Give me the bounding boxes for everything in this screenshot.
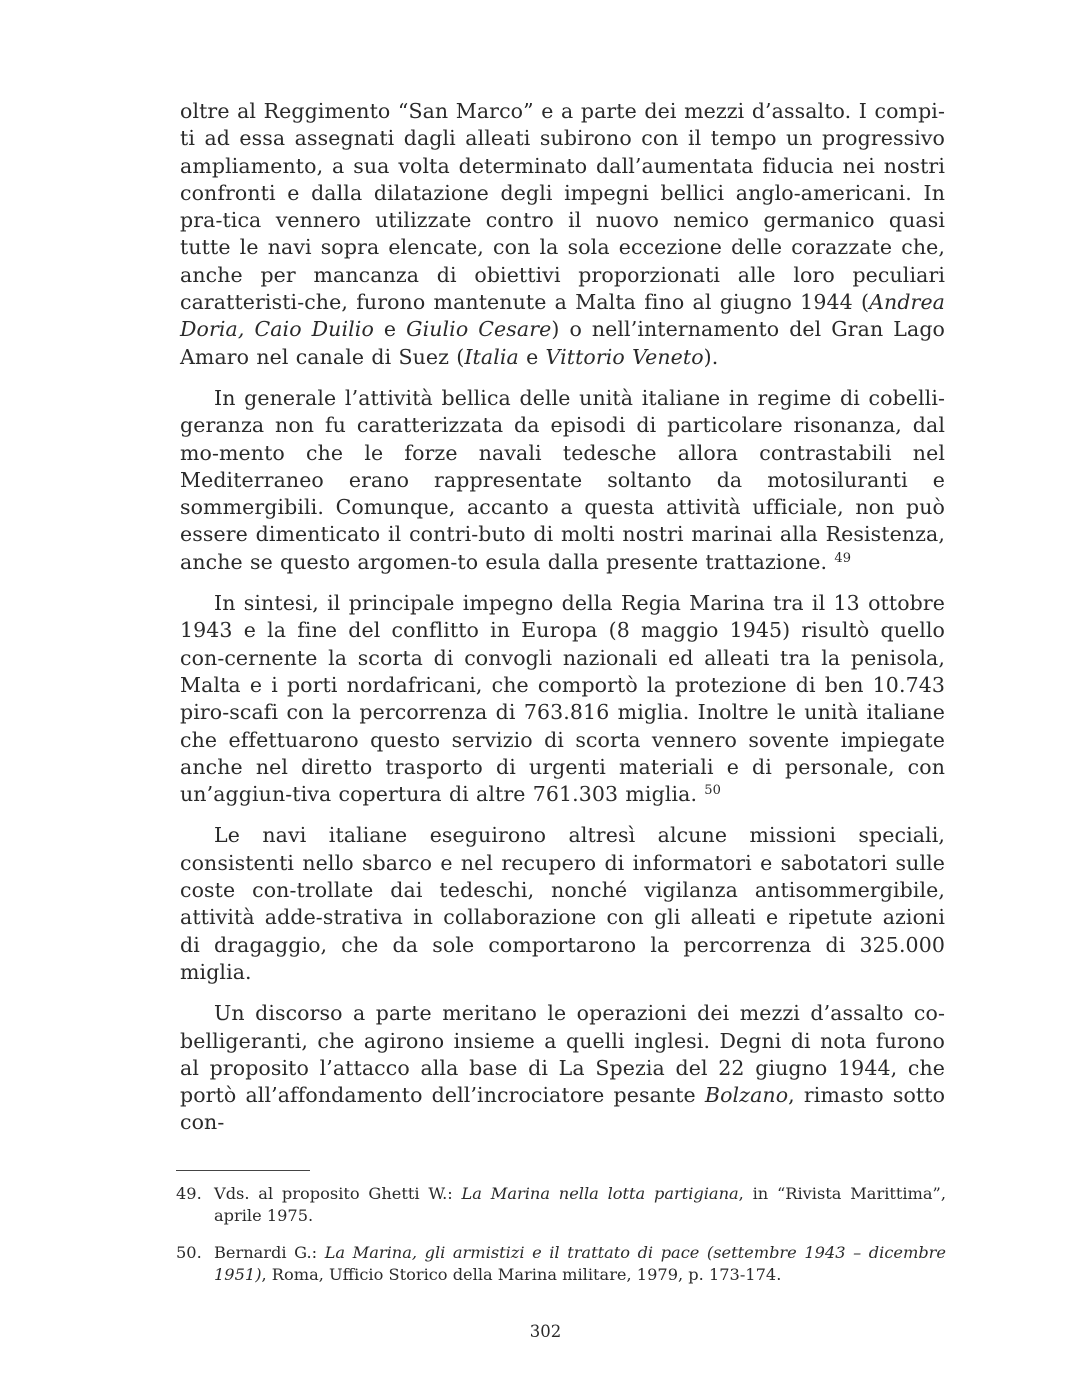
text-run: oltre al Reggimento “San Marco” e a parte dei mezzi d’assalto. I compi-ti ad essa assegnati dagli alleati subirono con il tempo un progressivo ampliamento, a sua volta determinato dall’aumentata fiducia nei nostri confronti e dalla dilatazione degli impegni bellici anglo-americani. In pra-tica vennero utilizzate contro il nuovo nemico germanico quasi tutte le navi sopra elencate, con la sola eccezione delle corazzate che, anche per mancanza di obiettivi proporzionati alle loro peculiari caratteristi-che, furono mantenute a Malta fino al giugno 1944 ( [180,99,945,315]
body-text [180,98,945,1137]
cited-title: La Marina, gli armistizi e il trattato di pace (settembre 1943 – dicembre 1951) [214,1242,946,1285]
ship-name: Bolzano [704,1083,789,1108]
footnote-separator [176,1170,310,1171]
text-run: e [518,344,546,369]
paragraph-4 [180,822,945,986]
ship-name: Vittorio Veneto [545,344,704,369]
text-run: ) o nell’internamento del Gran Lago Amaro nel canale di Suez ( [180,317,945,369]
paragraph-5 [180,1000,945,1136]
footnotes [176,1183,946,1287]
ship-name: Andrea Doria, Caio Duilio [180,290,945,342]
text-run: Le navi italiane eseguirono altresì alcune missioni speciali, consistenti nello sbarco e nel recupero di informatori e sabotatori sulle coste con-trollate dai tedeschi, nonché vigilanza antisommergibile, attività adde-strativa in collaborazione con gli alleati e ripetute azioni di dragaggio, che da sole comportarono la percorrenza di 325.000 miglia. [180,823,945,984]
text-run: Un discorso a parte meritano le operazioni dei mezzi d’assalto co-belligeranti, che agirono insieme a quelli inglesi. Degni di nota furono al proposito l’attacco alla base di La Spezia del 22 giugno 1944, che portò all’affondamento dell’incrociatore pesante [180,1001,945,1108]
footnote-ref-49[interactable]: 49 [834,550,852,566]
paragraph-1 [180,98,945,371]
text-run: , Roma, Ufficio Storico della Marina militare, 1979, p. 173-174. [261,1265,782,1285]
paragraph-3 [180,590,945,808]
text-run: Bernardi G.: [214,1242,325,1262]
text-run: e [373,317,407,342]
text-run: In sintesi, il principale impegno della Regia Marina tra il 13 ottobre 1943 e la fine del conflitto in Europa (8 maggio 1945) risultò quello con-cernente la scorta di convogli nazionali ed alleati tra la penisola, Malta e i porti nordafricani, che comportò la protezione di ben 10.743 piro-scafi con la percorrenza di 763.816 miglia. Inoltre le unità italiane che effettuarono questo servizio di scorta vennero sovente impiegate anche nel diretto trasporto di urgenti materiali e di personale, con un’aggiun-tiva copertura di altre 761.303 miglia. [180,591,945,807]
footnote-49 [176,1183,946,1228]
footnote-ref-50[interactable]: 50 [704,783,722,799]
footnote-50 [176,1242,946,1287]
footnote-number: 49. [176,1184,202,1203]
cited-title: La Marina nella lotta partigiana [461,1184,739,1203]
text-run: In generale l’attività bellica delle unità italiane in regime di cobelli-geranza non fu caratterizzata da episodi di particolare risonanza, dal mo-mento che le forze navali tedesche allora contrastabili nel Mediterraneo erano rappresentate soltanto da motosiluranti e sommergibili. Comunque, accanto a questa attività ufficiale, non può essere dimenticato il contri-buto di molti nostri marinai alla Resistenza, anche se questo argomen-to esula dalla presente trattazione. [180,385,945,574]
page-number: 302 [529,1322,562,1341]
text-run: , in “Rivista Marittima”, aprile 1975. [214,1184,946,1226]
text-run: ). [703,344,719,369]
text-run: Vds. al proposito Ghetti W.: [214,1184,462,1203]
footnote-number: 50. [176,1242,202,1262]
ship-name: Giulio Cesare [406,317,552,342]
text-run: , rimasto sotto con- [180,1083,946,1135]
paragraph-2 [180,385,945,576]
ship-name: Italia [464,344,519,369]
